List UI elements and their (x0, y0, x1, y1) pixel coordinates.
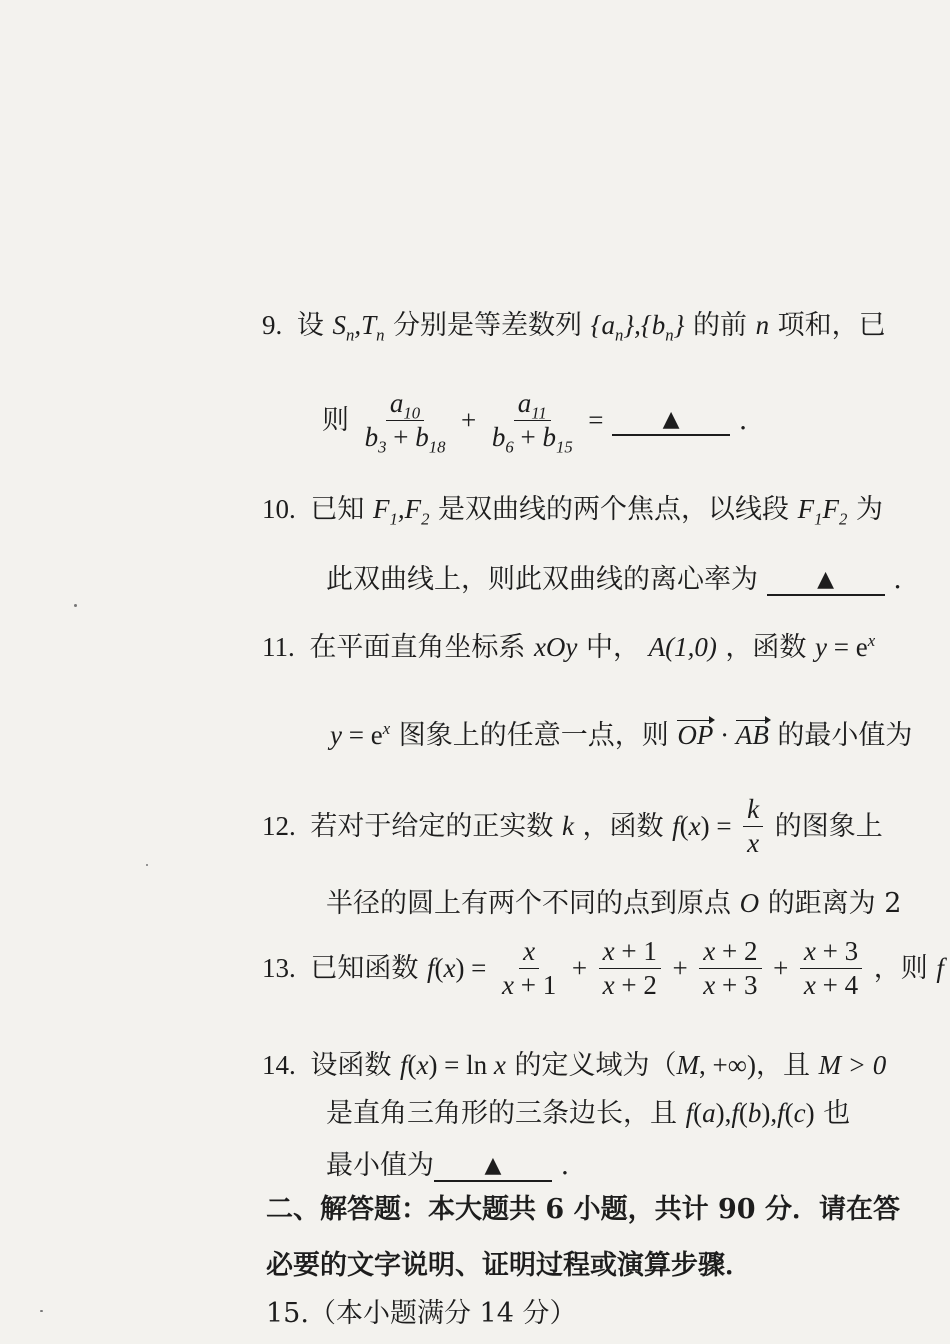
q10-triangle-mark: ▲ (817, 567, 835, 592)
q14-text-1: 设函数 (310, 1050, 392, 1081)
q12-number: 12. (262, 811, 296, 841)
q12-text-2: ，函数 (582, 811, 664, 842)
q9-sequences: $\{a_n\},\{b_n\}$ (590, 310, 685, 345)
q12-fraction: $\frac{k}{x}$ (743, 796, 763, 857)
q9-text-2: 分别是等差数列 (393, 310, 583, 341)
q13-plus-3: + (773, 953, 789, 983)
q14-m: M (676, 1050, 699, 1080)
section2-heading-line2 (266, 1252, 752, 1279)
q12-fx: f(x) = (672, 811, 732, 841)
q14-text-line3: 最小值为 (326, 1150, 434, 1181)
q10-line1 (262, 494, 883, 529)
scan-speck (146, 864, 148, 866)
q14-values: f(a),f(b),f(c) (685, 1098, 815, 1128)
q14-text-line2a: 是直角三角形的三条边长，且 (326, 1098, 677, 1129)
q10-line2 (326, 566, 902, 596)
q12-text-1: 若对于给定的正实数 (310, 811, 554, 842)
q13-text-2: ，则 (873, 953, 928, 984)
q11-point-a: A(1,0) (648, 632, 717, 662)
q9-then: 则 (322, 405, 349, 436)
q11-line1 (262, 631, 876, 663)
q13-text-1: 已知函数 (310, 953, 419, 984)
q12-line2 (326, 890, 901, 917)
q9-fraction-2: $\frac{a_{11}}{b_6 + b_{15}}$ (491, 388, 573, 457)
q13-plus-1: + (571, 953, 588, 983)
q12-text-line2a: 半径的圆上有两个不同的点到原点 (326, 888, 731, 919)
q13-fraction-3: $\frac{x + 2}{x + 3}$ (699, 938, 761, 999)
q14-function: f(x) = ln x (399, 1050, 506, 1080)
q9-line1 (262, 310, 886, 345)
q10-foci: $F_1,F_2$ (372, 494, 430, 529)
q14-answer-blank (434, 1152, 552, 1182)
q11-function: $y = e^x$ (815, 631, 876, 662)
q12-text-3: 的图象上 (774, 811, 883, 842)
q13-plus-2: + (672, 953, 688, 983)
q11-number: 11. (262, 632, 295, 662)
q9-text-3: 的前 (692, 310, 747, 341)
q9-triangle-mark: ▲ (662, 406, 680, 432)
q14-line1 (262, 1052, 886, 1079)
q10-answer-blank (767, 566, 885, 596)
q11-xoy: xOy (533, 632, 578, 662)
q11-text-4: 图象上的任意一点，则 (398, 720, 669, 751)
q9-text-1: 设 (296, 310, 324, 341)
scan-speck (74, 604, 77, 607)
q12-origin: O (739, 888, 760, 918)
q9-fraction-1: $\frac{a_{10}}{b_3 + b_{18}}$ (364, 388, 446, 457)
q11-line2 (330, 719, 913, 751)
q13-fx: f(x) = (426, 953, 487, 983)
q11-text-5: 的最小值为 (777, 720, 913, 751)
q14-condition: M > 0 (818, 1050, 887, 1080)
q15-title: 15.（本小题满分 14 分） (266, 1298, 577, 1329)
scan-speck (40, 1310, 43, 1312)
q12-text-line2b: 的距离为 2 (767, 888, 902, 919)
q9-period: . (738, 405, 748, 436)
q13-number: 13. (262, 953, 296, 983)
q9-number: 9. (262, 310, 283, 340)
q9-text-4: 项和，已 (777, 310, 886, 341)
q13-fraction-2: $\frac{x + 1}{x + 2}$ (599, 938, 661, 999)
section2-line1: 二、解答题：本大题共 6 小题，共计 90 分．请在答 (266, 1194, 900, 1225)
q9-plus: + (461, 405, 477, 435)
q13-fraction-1: $\frac{x}{x + 1}$ (502, 936, 557, 1000)
section2-line2: 必要的文字说明、证明过程或演算步骤． (266, 1250, 752, 1281)
q14-period: . (560, 1150, 570, 1181)
q13-line1 (262, 938, 944, 999)
q9-equals: = (588, 405, 604, 435)
q12-k: k (561, 811, 574, 841)
q14-text-3: , +∞)，且 (699, 1050, 810, 1080)
q14-triangle-mark: ▲ (484, 1153, 502, 1178)
q10-text-2: 是双曲线的两个焦点，以线段 (438, 494, 790, 525)
q11-text-1: 在平面直角坐标系 (309, 632, 526, 663)
q10-segment: $F_1F_2$ (797, 494, 848, 529)
q11-text-3: ，函数 (725, 632, 807, 663)
q14-text-line2b: 也 (823, 1098, 851, 1129)
q9-sn: $S_n,T_n$ (332, 310, 385, 345)
q13-fraction-4: $\frac{x + 3}{x + 4}$ (800, 938, 862, 999)
q9-n: n (755, 310, 770, 340)
q11-function-2: $y = e^x$ (330, 719, 391, 750)
q11-text-2: 中， (586, 632, 640, 663)
q15-line1 (266, 1300, 576, 1327)
q10-period: . (893, 564, 902, 595)
q14-number: 14. (262, 1050, 296, 1080)
q12-line1 (262, 796, 883, 857)
q11-dot-product: OP · AB (677, 720, 769, 750)
q10-text-line2: 此双曲线上，则此双曲线的离心率为 (326, 564, 758, 595)
q14-line2 (326, 1100, 850, 1127)
q14-text-2: 的定义域为（ (514, 1050, 677, 1081)
q10-text-1: 已知 (310, 494, 365, 525)
q14-line3 (326, 1152, 569, 1182)
q9-answer-blank (612, 406, 730, 436)
q9-line2 (322, 388, 748, 457)
q10-text-3: 为 (855, 494, 883, 525)
section2-heading (266, 1196, 900, 1223)
q13-f: f (936, 953, 944, 983)
q10-number: 10. (262, 494, 296, 524)
